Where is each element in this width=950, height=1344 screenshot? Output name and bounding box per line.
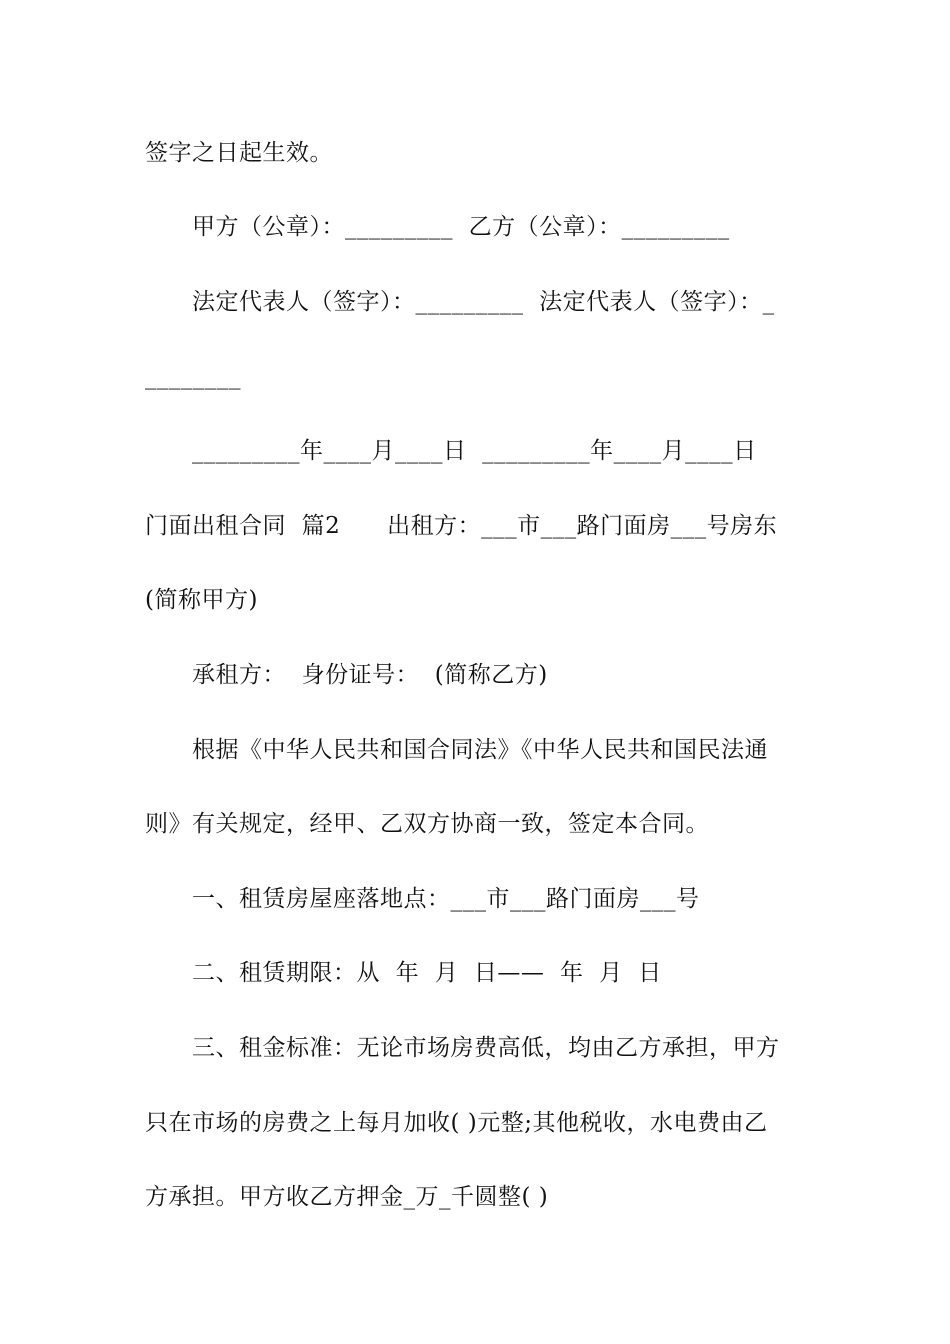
text-line-legal-basis-1: 根据《中华人民共和国合同法》《中华人民共和国民法通 (192, 737, 768, 763)
text-line-representatives: 法定代表人（签字）：_________ 法定代表人（签字）：_ (192, 289, 775, 315)
text-line-clause-rent-2: 只在市场的房费之上每月加收( )元整;其他税收，水电费由乙 (145, 1110, 768, 1136)
text-line-effective-date: 签字之日起生效。 (145, 140, 333, 166)
text-line-seals: 甲方（公章）：_________ 乙方（公章）：_________ (192, 214, 730, 240)
text-line-lessee: 承租方： 身份证号： (简称乙方) (192, 662, 548, 688)
text-line-party-a-short: (简称甲方) (145, 587, 258, 613)
text-line-legal-basis-2: 则》有关规定，经甲、乙双方协商一致，签定本合同。 (145, 811, 709, 837)
text-line-clause-location: 一、租赁房屋座落地点：___市___路门面房___号 (192, 886, 700, 912)
text-line-contract-heading: 门面出租合同 篇2 出租方：___市___路门面房___号房东 (145, 513, 778, 539)
text-line-signature-continuation: ________ (145, 364, 241, 390)
text-line-dates: _________年____月____日 _________年____月____日 (192, 438, 757, 464)
text-line-clause-rent-1: 三、租金标准：无论市场房费高低，均由乙方承担，甲方 (192, 1035, 780, 1061)
text-line-clause-rent-3: 方承担。甲方收乙方押金_万_千圆整( ) (145, 1184, 549, 1210)
text-line-clause-term: 二、租赁期限：从 年 月 日—— 年 月 日 (192, 960, 662, 986)
